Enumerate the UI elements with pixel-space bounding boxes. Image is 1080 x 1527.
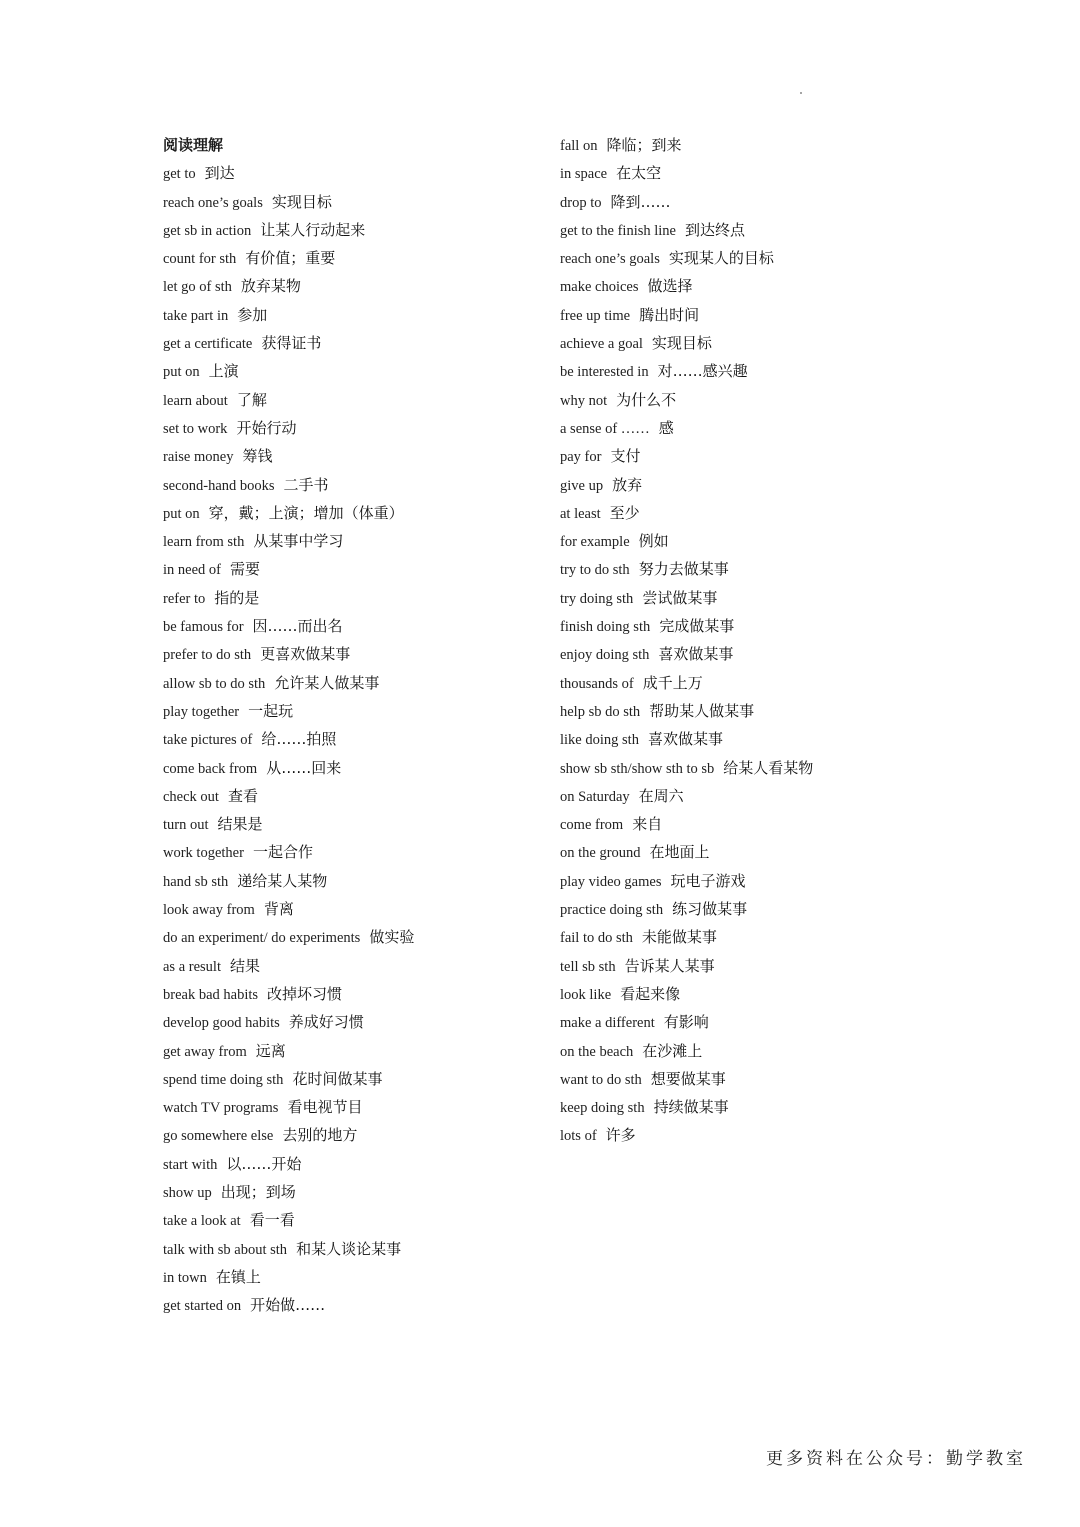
phrase-entry [560,1008,900,1036]
phrase-entry [560,867,900,895]
phrase-english: put on [163,505,200,522]
phrase-chinese: 实现目标 [271,192,332,211]
phrase-entry [163,1178,543,1206]
phrase-chinese: 穿，戴；上演；增加（体重） [208,503,404,522]
phrase-entry [560,584,900,612]
phrase-entry [163,923,543,951]
phrase-entry [163,640,543,668]
phrase-entry [560,1121,900,1149]
phrase-chinese: 至少 [609,503,640,522]
phrase-chinese: 结果是 [217,815,263,834]
phrase-chinese: 指的是 [214,588,260,607]
phrase-entry [560,754,900,782]
phrase-english: go somewhere else [163,1128,274,1145]
phrase-entry [163,584,543,612]
phrase-english: in space [560,166,608,183]
phrase-english: try doing sth [560,590,634,607]
phrase-entry [163,244,543,272]
phrase-chinese: 以……开始 [226,1154,302,1173]
phrase-english: help sb do sth [560,703,641,720]
phrase-english: free up time [560,307,631,324]
phrase-entry [163,1121,543,1149]
phrase-chinese: 未能做某事 [641,928,717,947]
phrase-chinese: 更喜欢做某事 [260,645,351,664]
phrase-entry [163,867,543,895]
phrase-entry [560,216,900,244]
phrase-english: for example [560,534,630,551]
phrase-english: reach one’s goals [560,251,660,268]
phrase-chinese: 腾出时间 [639,305,700,324]
phrase-entry [560,980,900,1008]
phrase-chinese: 结果 [229,956,260,975]
phrase-chinese: 做实验 [369,928,415,947]
phrase-chinese: 帮助某人做某事 [649,701,755,720]
phrase-entry [560,1093,900,1121]
phrase-entry [560,952,900,980]
phrase-entry [163,471,543,499]
phrase-english: keep doing sth [560,1100,645,1117]
phrase-chinese: 递给某人某物 [237,871,328,890]
phrase-english: spend time doing sth [163,1071,284,1088]
phrase-entry [163,669,543,697]
phrase-chinese: 许多 [605,1126,636,1145]
phrase-english: allow sb to do sth [163,675,266,692]
phrase-english: fall on [560,138,598,154]
phrase-entry [560,669,900,697]
scan-speck [800,92,802,94]
phrase-english: why not [560,392,608,409]
phrase-entry [560,414,900,442]
phrase-entry [163,188,543,216]
phrase-english: second-hand books [163,477,275,494]
phrase-chinese: 成千上万 [642,673,703,692]
phrase-entry [163,386,543,414]
phrase-entry [163,838,543,866]
phrase-chinese: 尝试做某事 [642,588,718,607]
phrase-english: put on [163,364,200,381]
phrase-chinese: 到达 [204,164,235,183]
phrase-entry [163,952,543,980]
phrase-entry [163,1291,543,1319]
phrase-english: hand sb sth [163,873,229,890]
phrase-entry [163,895,543,923]
phrase-chinese: 喜欢做某事 [647,730,723,749]
phrase-english: at least [560,505,601,522]
phrase-english: get started on [163,1298,242,1315]
phrase-chinese: 因……而出名 [252,617,343,636]
phrase-english: tell sb sth [560,958,616,975]
phrase-entry [163,1008,543,1036]
phrase-english: reach one’s goals [163,194,263,211]
phrase-chinese: 在太空 [616,164,662,183]
phrase-entry [163,810,543,838]
phrase-entry [560,1065,900,1093]
phrase-english: start with [163,1156,218,1173]
phrase-english: get to [163,166,196,183]
phrase-chinese: 例如 [638,532,669,551]
phrase-entry [560,782,900,810]
phrase-english: learn from sth [163,534,245,551]
phrase-chinese: 从……回来 [266,758,342,777]
phrase-english: play video games [560,873,662,890]
phrase-english: get to the finish line [560,222,676,239]
phrase-chinese: 看一看 [249,1211,295,1230]
phrase-chinese: 在地面上 [649,843,710,862]
phrase-chinese: 降到…… [610,192,671,211]
phrase-entry [163,414,543,442]
phrase-entry [163,1037,543,1065]
phrase-chinese: 完成做某事 [659,617,735,636]
phrase-chinese: 在沙滩上 [642,1041,703,1060]
phrase-chinese: 去别的地方 [282,1126,358,1145]
phrase-english: get a certificate [163,336,253,353]
phrase-entry [560,1037,900,1065]
phrase-chinese: 获得证书 [261,334,322,353]
phrase-english: in need of [163,562,221,579]
phrase-entry [163,499,543,527]
phrase-english: get sb in action [163,222,252,239]
phrase-entry [163,442,543,470]
phrase-english: come back from [163,760,258,777]
phrase-chinese: 从某事中学习 [253,532,344,551]
phrase-english: break bad habits [163,986,259,1003]
phrase-english: make a different [560,1015,655,1032]
phrase-chinese: 一起合作 [252,843,313,862]
phrase-entry [163,272,543,300]
phrase-english: practice doing sth [560,902,664,919]
phrase-entry [560,442,900,470]
phrase-entry [560,838,900,866]
phrase-chinese: 实现目标 [651,334,712,353]
phrase-english: check out [163,788,219,805]
phrase-entry [163,1235,543,1263]
phrase-chinese: 感 [658,418,674,437]
phrase-entry [560,329,900,357]
phrase-english: try to do sth [560,562,630,579]
phrase-chinese: 需要 [229,560,260,579]
phrase-english: enjoy doing sth [560,647,650,664]
phrase-chinese: 降临；到来 [606,136,682,154]
phrase-chinese: 养成好习惯 [288,1013,364,1032]
phrase-english: pay for [560,449,602,466]
phrase-entry [163,1065,543,1093]
phrase-english: on the ground [560,845,641,862]
phrase-chinese: 有价值；重要 [245,249,336,268]
phrase-english: be interested in [560,364,649,381]
phrase-english: do an experiment/ do experiments [163,930,361,947]
phrase-chinese: 放弃 [612,475,643,494]
phrase-english: look like [560,986,612,1003]
phrase-chinese: 花时间做某事 [292,1069,383,1088]
phrase-english: come from [560,817,624,834]
phrase-chinese: 努力去做某事 [638,560,729,579]
phrase-chinese: 给……拍照 [261,730,337,749]
phrase-entry [163,980,543,1008]
phrase-english: lots of [560,1128,597,1145]
phrase-chinese: 到达终点 [684,220,745,239]
phrase-entry [560,895,900,923]
footer-note: 更多资料在公众号：勤学教室 [766,1449,1026,1469]
phrase-chinese: 允许某人做某事 [274,673,380,692]
phrase-english: on the beach [560,1043,634,1060]
phrase-english: let go of sth [163,279,232,296]
phrase-english: take pictures of [163,732,253,749]
phrase-chinese: 让某人行动起来 [260,220,366,239]
phrase-chinese: 一起玩 [248,701,294,720]
phrase-english: in town [163,1269,207,1286]
phrase-entry [560,555,900,583]
phrase-english: turn out [163,817,209,834]
phrase-entry [560,697,900,725]
phrase-chinese: 做选择 [647,277,693,296]
phrase-english: like doing sth [560,732,639,749]
phrase-entry [163,216,543,244]
phrase-english: finish doing sth [560,619,651,636]
phrase-chinese: 放弃某物 [240,277,301,296]
phrase-chinese: 在镇上 [215,1267,261,1286]
phrase-chinese: 开始行动 [236,418,297,437]
phrase-entry [560,301,900,329]
phrase-english: prefer to do sth [163,647,252,664]
phrase-english: take a look at [163,1213,241,1230]
phrase-chinese: 想要做某事 [650,1069,726,1088]
phrase-english: make choices [560,279,639,296]
phrase-english: drop to [560,194,602,211]
phrase-chinese: 出现；到场 [220,1182,296,1201]
phrase-entry [163,1093,543,1121]
phrase-entry [163,1150,543,1178]
phrase-entry [560,640,900,668]
phrase-english: fail to do sth [560,930,633,947]
phrase-entry [163,612,543,640]
phrase-english: take part in [163,307,229,324]
phrase-entry [163,697,543,725]
phrase-english: develop good habits [163,1015,280,1032]
phrase-chinese: 为什么不 [616,390,677,409]
phrase-english: play together [163,703,240,720]
section-heading: 阅读理解 [163,136,224,154]
phrase-english: a sense of …… [560,420,650,437]
phrase-english: want to do sth [560,1071,642,1088]
phrase-english: refer to [163,590,206,607]
phrase-entry [163,329,543,357]
phrase-english: be famous for [163,619,244,636]
phrase-entry [163,159,543,187]
phrase-english: work together [163,845,244,862]
phrase-chinese: 了解 [236,390,267,409]
phrase-entry [163,782,543,810]
phrase-chinese: 和某人谈论某事 [296,1239,402,1258]
phrase-english: talk with sb about sth [163,1241,288,1258]
phrase-entry [560,725,900,753]
phrase-chinese: 开始做…… [250,1296,326,1315]
phrase-entry [560,527,900,555]
phrase-chinese: 远离 [255,1041,286,1060]
phrase-entry [163,754,543,782]
phrase-chinese: 在周六 [638,786,684,805]
phrase-chinese: 告诉某人某事 [624,956,715,975]
phrase-chinese: 喜欢做某事 [658,645,734,664]
phrase-entry [560,499,900,527]
phrase-english: show up [163,1184,212,1201]
phrase-entry [163,357,543,385]
phrase-chinese: 有影响 [663,1013,709,1032]
phrase-entry [560,244,900,272]
phrase-entry [560,357,900,385]
phrase-english: give up [560,477,604,494]
phrase-english: count for sth [163,251,237,268]
phrase-entry [560,272,900,300]
phrase-chinese: 筹钱 [242,447,273,466]
right-phrase-column [560,131,900,1150]
phrase-chinese: 查看 [227,786,258,805]
phrase-english: thousands of [560,675,634,692]
phrase-english: as a result [163,958,221,975]
phrase-chinese: 上演 [208,362,239,381]
phrase-entry [560,131,900,159]
phrase-chinese: 背离 [263,900,294,919]
phrase-english: show sb sth/show sth to sb [560,760,715,777]
phrase-chinese: 改掉坏习惯 [267,984,343,1003]
phrase-entry [560,810,900,838]
phrase-english: raise money [163,449,234,466]
phrase-entry [163,555,543,583]
phrase-entry [163,1263,543,1291]
phrase-entry [163,1206,543,1234]
phrase-chinese: 对……感兴趣 [657,362,748,381]
left-phrase-column [163,131,543,1319]
phrase-entry [163,301,543,329]
phrase-english: get away from [163,1043,247,1060]
phrase-entry [560,612,900,640]
phrase-english: on Saturday [560,788,630,805]
phrase-chinese: 看电视节目 [287,1098,363,1117]
phrase-chinese: 参加 [237,305,268,324]
phrase-chinese: 来自 [632,815,663,834]
phrase-english: look away from [163,902,255,919]
phrase-chinese: 实现某人的目标 [668,249,774,268]
phrase-chinese: 给某人看某物 [723,758,814,777]
phrase-chinese: 玩电子游戏 [670,871,746,890]
phrase-entry [560,188,900,216]
phrase-english: watch TV programs [163,1100,279,1117]
phrase-chinese: 二手书 [283,475,329,494]
phrase-entry [560,471,900,499]
phrase-chinese: 支付 [610,447,641,466]
phrase-english: learn about [163,392,228,409]
phrase-entry [560,159,900,187]
phrase-entry [163,527,543,555]
phrase-entry [163,725,543,753]
phrase-english: achieve a goal [560,336,643,353]
phrase-chinese: 看起来像 [620,984,681,1003]
phrase-english: set to work [163,420,228,437]
phrase-chinese: 持续做某事 [653,1098,729,1117]
phrase-chinese: 练习做某事 [672,900,748,919]
phrase-entry [560,386,900,414]
phrase-entry [560,923,900,951]
